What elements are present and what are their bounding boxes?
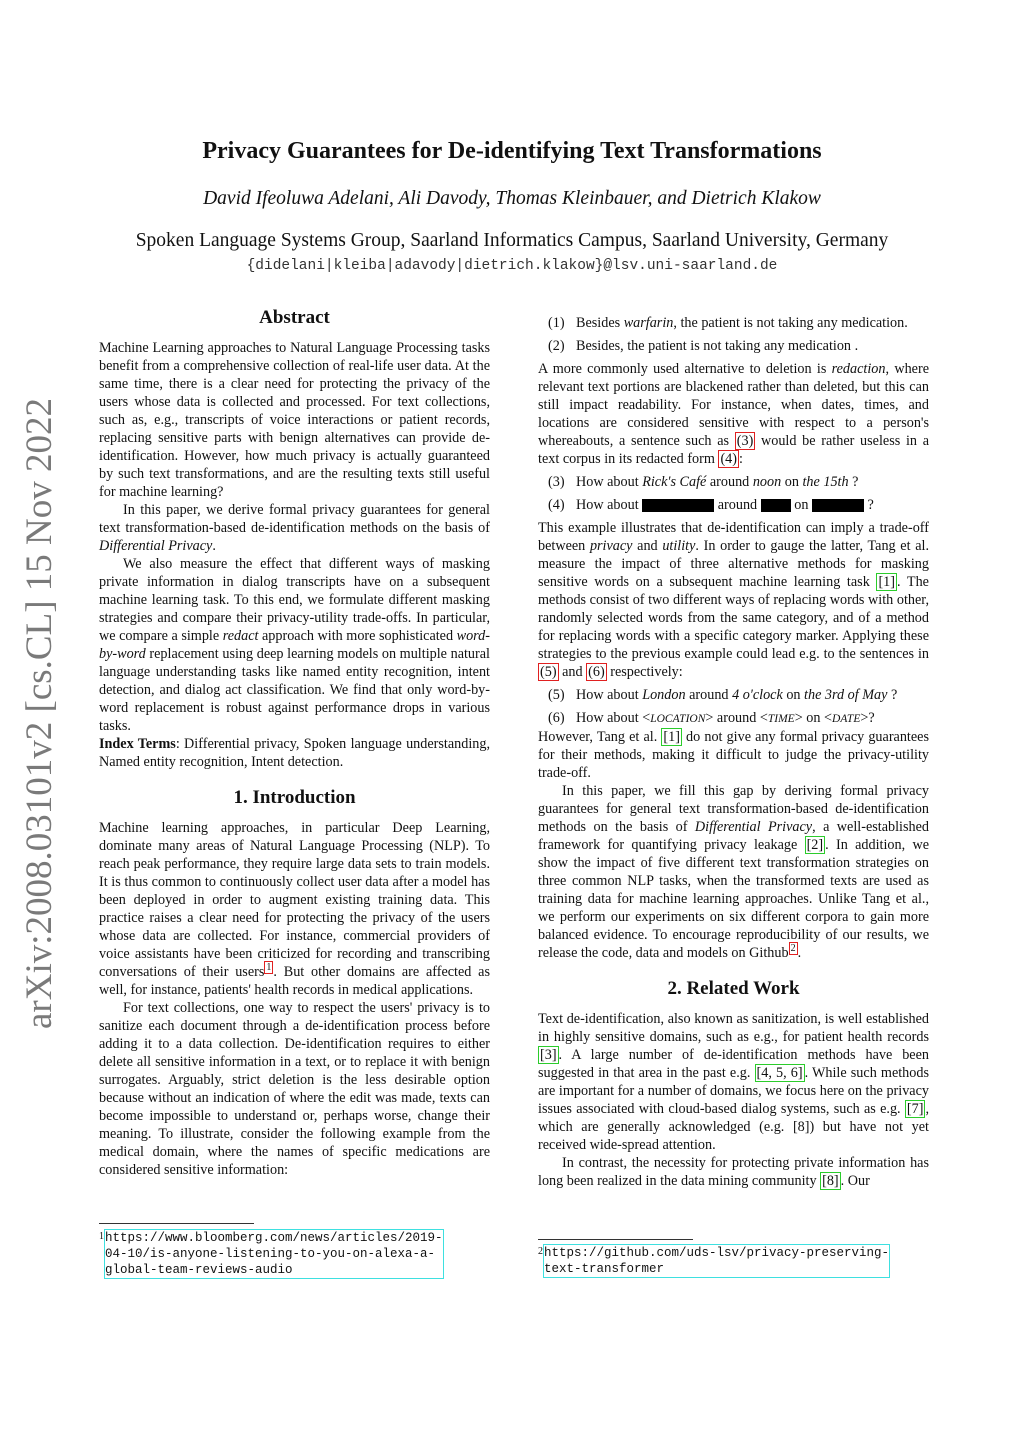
redaction-block [761,499,791,512]
abstract-paragraph-1: Machine Learning approaches to Natural Language Processing tasks benefit from a comprehensive collection of real-life user data. At the same time, there is a clear need for protecting the privacy of the users whose data is collected and processed. For text collections, such as, e.g., transcripts of voice interactions or patient records, replacing sensitive parts with benign alternatives can provide de-identification. However, how much privacy is actually guaranteed by such text transformations, and are the resulting texts still useful for machine learning? [99,340,490,500]
index-terms: Index Terms: Differential privacy, Spoken language understanding, Named entity recognition, Intent detection. [99,736,490,770]
introduction-heading: 1. Introduction [233,787,356,808]
right-column [538,314,929,1190]
left-column [99,309,490,1179]
abstract-heading: Abstract [259,307,330,328]
intro-paragraph-2: For text collections, one way to respect the users' privacy is to sanitize each document through a de-identification process before adding it to a data collection. De-identification requires to either delete all sensitive information in a text, or to replace it with benign surrogates. Arguably, strict deletion is the less desirable option because without an indication of where the edit was made, texts can become impossible to understand or, perhaps worse, change their meaning. To illustrate, consider the following example from the medical domain, where the names of specific medications are considered sensitive information: [99,1000,490,1178]
example-1: (1) Besides warfarin, the patient is not taking any medication. [548,315,908,331]
footnote-1-ref[interactable]: 1 [266,962,272,974]
example-6: (6) How about <LOCATION> around <TIME> on <DATE>? [548,710,875,726]
tradeoff-paragraph: This example illustrates that de-identification can imply a trade-off between privacy and utility. In order to gauge the latter, Tang et al. measure the impact of three alternative methods for masking sensitive words on a subsequent machine learning task [1] . The methods consist of two different ways of replacing words with other, randomly selected words from the same category, and of a method for replacing words with a specific category marker. Applying these strategies to the previous example could lead e.g. to the sentences in (5) and (6) respectively: [538,520,929,680]
abstract-paragraph-3: We also measure the effect that different ways of masking private information in dialog transcripts have on a subsequent machine learning task. To this end, we formulate different masking strategies and compare their privacy-utility trade-offs. In particular, we compare a simple redact approach with more sophisticated word-by-word replacement using deep learning models on multiple natural language understanding tasks like named entity recognition, intent detection, and dialog act classification. We find that only word-by-word replacement is robust against performance drops in various tasks. [99,556,490,734]
example-3: (3) How about Rick's Café around noon on the 15th ? [548,474,859,490]
intro-paragraph-1: Machine learning approaches, in particular Deep Learning, dominate many areas of Natural Language Processing (NLP). To reach peak performance, they require large data sets to train models. It is thus common to continuously collect user data after a model has been deployed in order to augment existing training data. This practice raises a clear need for protecting the privacy of the users whose data are collected. For instance, commercial providers of voice assistants have been criticized for recording and transcribing conversations of their users $^1$ . But other domains are affected as well, for instance, patients' health records in medical applications. [99,820,490,998]
citation-1[interactable]: [1] [663,729,680,745]
affiliation: Spoken Language Systems Group, Saarland Informatics Campus, Saarland University, Germany [135,230,889,251]
related-work-heading: 2. Related Work [667,978,800,999]
related-paragraph-2: In contrast, the necessity for protecting private information has long been realized in the data mining community [8] . Our [538,1155,929,1189]
citation-1[interactable]: [1] [878,574,895,590]
redaction-paragraph: A more commonly used alternative to deletion is redaction, where relevant text portions are blackened rather than deleted, but this can still impact readability. For instance, when dates, times, and locations are considered sensitive with respect to a person's whereabouts, a sentence such as (3) would be rather useless in a text corpus in its redacted form (4) : [538,361,929,467]
example-2: (2) Besides, the patient is not taking any medication . [548,338,859,354]
paper-title: Privacy Guarantees for De-identifying Text Transformations [202,138,822,164]
footnote-rule-right [538,1239,693,1240]
example-4-ref[interactable]: (4) [720,451,737,467]
footnote-2-ref[interactable]: 2 [790,943,796,955]
example-5: (5) How about London around 4 o'clock on the 3rd of May ? [548,687,898,703]
redaction-block [812,499,864,512]
citation-4-5-6[interactable]: [4, 5, 6] [756,1065,803,1081]
citation-8[interactable]: [8] [822,1173,839,1189]
citation-3[interactable]: [3] [540,1047,557,1063]
arxiv-stamp: arXiv:2008.03101v2 [cs.CL] 15 Nov 2022 [19,398,60,1029]
citation-7[interactable]: [7] [906,1101,924,1117]
footnote-1-link[interactable]: https://www.bloomberg.com/news/articles/2019- 04-10/is-anyone-listening-to-you-on-alexa-a- global-team-reviews-audio [105,1231,443,1277]
contribution-paragraph: In this paper, we fill this gap by deriving formal privacy guarantees for general text transformation-based de-identification methods on the basis of Differential Privacy, a well-established framework for quantifying privacy leakage [2] . In addition, we show the impact of five different text transformation strategies on three common NLP tasks, when the transformed texts are used as training data for machine learning approaches. Unlike Tang et al., we perform our experiments on six different corpora to gain more balanced evidence. To encourage reproducibility of our results, we release the code, data and models on Github $^2$ . [538,783,929,961]
footnote-2: $^2$https://github.com/uds-lsv/privacy-preserving- text-transformer [538,1246,890,1276]
redaction-block [642,499,714,512]
example-4: (4) How about around on ? [548,497,874,513]
related-paragraph-1: Text de-identification, also known as sanitization, is well established in highly sensitive domains, such as e.g., for patient health records [3] . A large number of de-identification methods have been suggested in that area in the past e.g. [4, 5, 6] . While such methods are important for a number of domains, we focus here on the privacy issues associated with cloud-based dialog systems, such as e.g. [7] , which are generally acknowledged (e.g. [8]) but have not yet received wide-spread attention. [538,1011,929,1153]
footnote-1: $^1$https://www.bloomberg.com/news/articles/2019- 04-10/is-anyone-listening-to-you-on-alexa-a- global-team-reviews-audio [99,1231,443,1277]
example-3-ref[interactable]: (3) [736,433,754,449]
footnote-rule-left [99,1223,254,1224]
tang-paragraph: However, Tang et al. [1] do not give any formal privacy guarantees for their methods, making it difficult to judge the privacy-utility trade-off. [538,729,929,781]
abstract-paragraph-2: In this paper, we derive formal privacy guarantees for general text transformation-based de-identification methods on the basis of Differential Privacy. [99,502,490,554]
author-emails: {didelani|kleiba|adavody|dietrich.klakow}@lsv.uni-saarland.de [246,258,778,274]
footnote-2-link[interactable]: https://github.com/uds-lsv/privacy-preserving- text-transformer [544,1246,890,1276]
paper-authors: David Ifeoluwa Adelani, Ali Davody, Thomas Kleinbauer, and Dietrich Klakow [203,188,821,209]
example-6-ref[interactable]: (6) [588,664,605,680]
citation-2[interactable]: [2] [806,837,824,853]
example-5-ref[interactable]: (5) [540,664,557,680]
